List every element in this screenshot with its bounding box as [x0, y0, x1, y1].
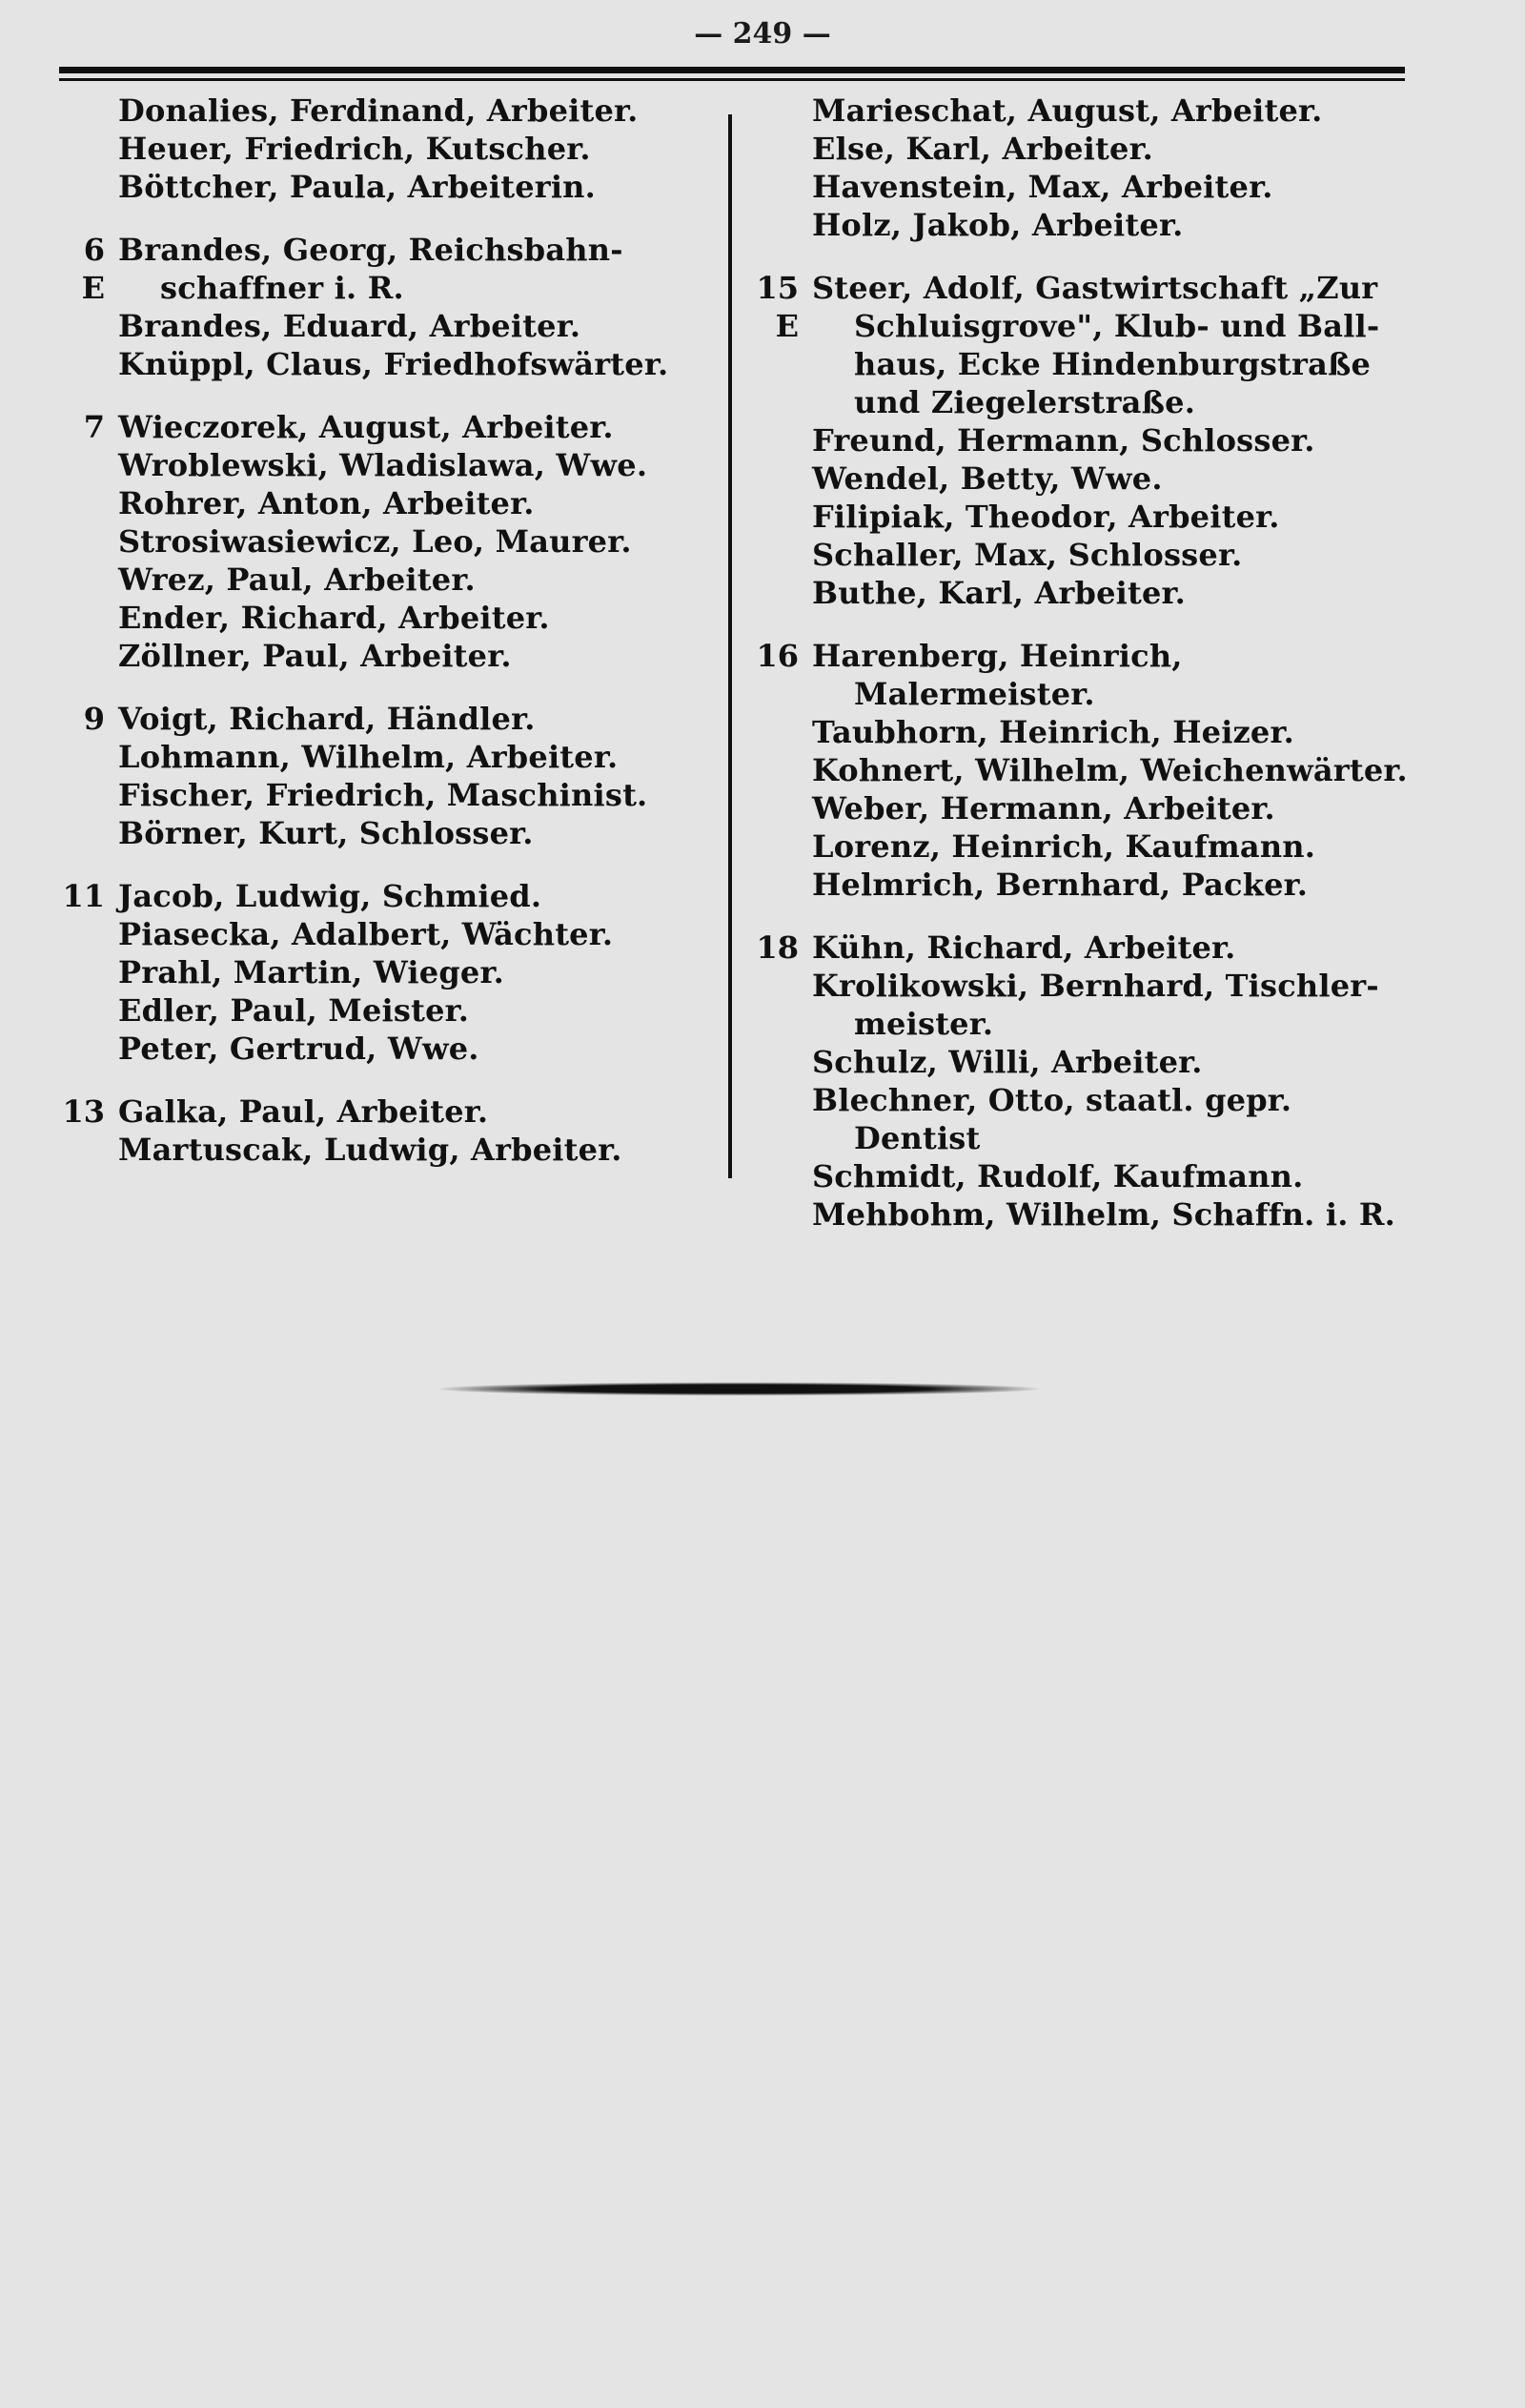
resident-entry: Marieschat, August, Arbeiter. [812, 92, 1323, 129]
resident-entry: Else, Karl, Arbeiter. [812, 131, 1154, 167]
resident-entry: Schulz, Willi, Arbeiter. [812, 1044, 1203, 1080]
resident-entry: Voigt, Richard, Händler. [118, 701, 536, 737]
resident-entry: Wrez, Paul, Arbeiter. [118, 561, 476, 598]
resident-entry: Brandes, Eduard, Arbeiter. [118, 308, 581, 344]
resident-entry: Böttcher, Paula, Arbeiterin. [118, 169, 596, 205]
house-group [57, 231, 715, 383]
resident-entry: Weber, Hermann, Arbeiter. [812, 790, 1275, 826]
resident-entry: Havenstein, Max, Arbeiter. [812, 169, 1273, 205]
resident-entry: Steer, Adolf, Gastwirtschaft „Zur Schluisgrove", Klub- und Ball-haus, Ecke Hindenburgstraße und Ziegelerstraße. [812, 270, 1380, 420]
resident-entry: Strosiwasiewicz, Leo, Maurer. [118, 523, 632, 560]
resident-entry: Piasecka, Adalbert, Wächter. [118, 916, 614, 952]
resident-entry: Helmrich, Bernhard, Packer. [812, 867, 1309, 903]
resident-entry: Rohrer, Anton, Arbeiter. [118, 485, 535, 521]
resident-entry: Zöllner, Paul, Arbeiter. [118, 638, 512, 674]
house-number: 6 E [81, 232, 105, 306]
resident-entry: Freund, Hermann, Schlosser. [812, 422, 1315, 459]
resident-entry: Heuer, Friedrich, Kutscher. [118, 131, 591, 167]
house-number: 11 [62, 878, 105, 914]
house-number: 7 [83, 409, 105, 445]
resident-entry: Edler, Paul, Meister. [118, 992, 470, 1029]
page-number: — 249 — [694, 17, 831, 51]
house-number: 16 [756, 638, 799, 674]
right-column [751, 92, 1409, 1258]
house-group [751, 929, 1409, 1234]
house-number: 18 [756, 929, 799, 966]
resident-entry: Lohmann, Wilhelm, Arbeiter. [118, 739, 619, 775]
resident-entry: Martuscak, Ludwig, Arbeiter. [118, 1132, 622, 1168]
resident-entry: Galka, Paul, Arbeiter. [118, 1093, 489, 1130]
house-group [751, 269, 1409, 612]
resident-entry: Peter, Gertrud, Wwe. [118, 1031, 479, 1067]
header-rule-thick [59, 67, 1405, 73]
resident-entry: Kohnert, Wilhelm, Weichenwärter. [812, 752, 1408, 788]
house-group [57, 1092, 715, 1169]
resident-entry: Wroblewski, Wladislawa, Wwe. [118, 447, 648, 483]
resident-entry: Buthe, Karl, Arbeiter. [812, 575, 1187, 611]
resident-entry: Fischer, Friedrich, Maschinist. [118, 777, 648, 813]
resident-entry: Brandes, Georg, Reichsbahn-schaffner i. R. [118, 232, 623, 306]
house-number: 9 [83, 701, 105, 737]
resident-entry: Schmidt, Rudolf, Kaufmann. [812, 1158, 1304, 1194]
resident-entry: Ender, Richard, Arbeiter. [118, 600, 550, 636]
house-number: 15 E [756, 270, 799, 344]
resident-entry: Lorenz, Heinrich, Kaufmann. [812, 828, 1316, 865]
end-ornament-rule [440, 1382, 1037, 1396]
resident-entry: Wendel, Betty, Wwe. [812, 460, 1163, 497]
house-number: 13 [62, 1093, 105, 1130]
resident-entry: Kühn, Richard, Arbeiter. [812, 929, 1236, 966]
resident-entry: Donalies, Ferdinand, Arbeiter. [118, 92, 639, 129]
house-group [57, 92, 715, 206]
left-column [57, 92, 715, 1194]
house-group [57, 408, 715, 675]
column-divider [728, 114, 732, 1178]
resident-entry: Harenberg, Heinrich, Malermeister. [812, 638, 1183, 712]
house-group [751, 637, 1409, 904]
resident-entry: Knüppl, Claus, Friedhofswärter. [118, 346, 669, 382]
resident-entry: Prahl, Martin, Wieger. [118, 954, 504, 990]
resident-entry: Blechner, Otto, staatl. gepr. Dentist [812, 1082, 1292, 1156]
header-rule-thin [59, 78, 1405, 81]
house-group [57, 877, 715, 1068]
resident-entry: Jacob, Ludwig, Schmied. [118, 878, 542, 914]
resident-entry: Wieczorek, August, Arbeiter. [118, 409, 614, 445]
resident-entry: Schaller, Max, Schlosser. [812, 537, 1243, 573]
resident-entry: Filipiak, Theodor, Arbeiter. [812, 499, 1280, 535]
resident-entry: Krolikowski, Bernhard, Tischler-meister. [812, 968, 1379, 1042]
resident-entry: Holz, Jakob, Arbeiter. [812, 207, 1184, 243]
resident-entry: Börner, Kurt, Schlosser. [118, 815, 534, 851]
resident-entry: Mehbohm, Wilhelm, Schaffn. i. R. [812, 1196, 1396, 1233]
resident-entry: Taubhorn, Heinrich, Heizer. [812, 714, 1294, 750]
house-group [57, 700, 715, 852]
house-group [751, 92, 1409, 244]
